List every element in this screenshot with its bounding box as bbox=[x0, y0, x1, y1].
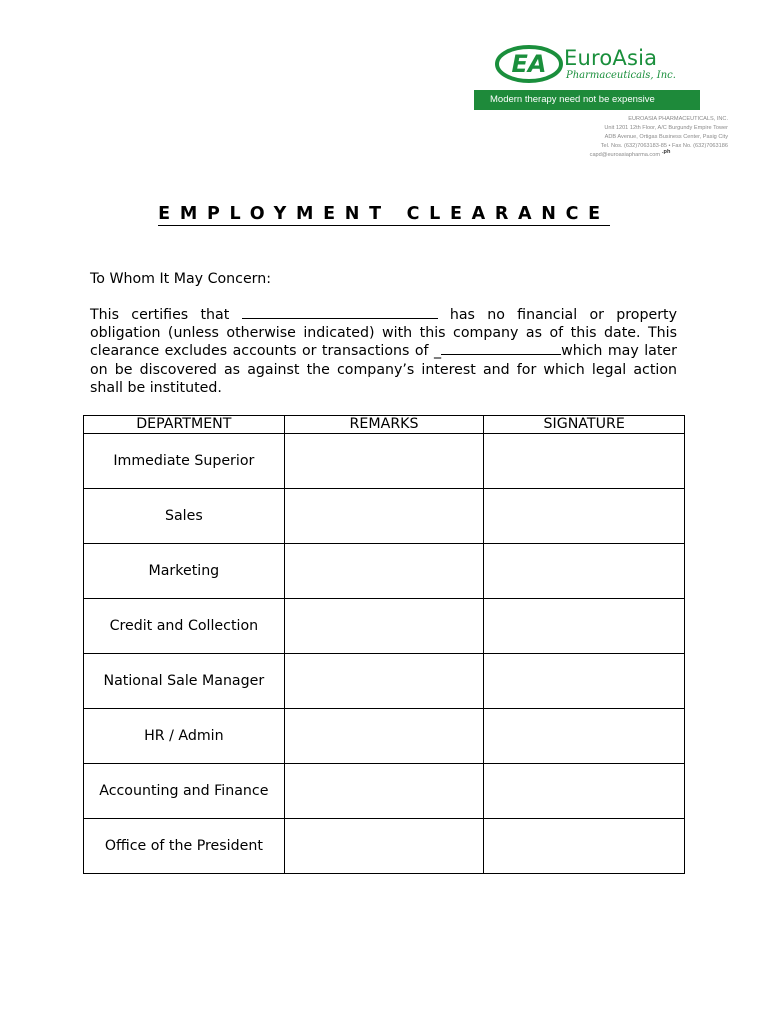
certification-paragraph: This certifies that has no financial or property obligation (unless otherwise indicated) with this company as of this date. This clearance excludes accounts or transactions of _ which may later on be discovered as against the company’s interest and for which legal action shall be instituted. bbox=[90, 307, 677, 396]
signature-cell[interactable] bbox=[484, 764, 685, 819]
address-line: ADB Avenue, Ortigas Business Center, Pasig City bbox=[604, 134, 728, 140]
department-cell: Office of the President bbox=[84, 819, 285, 874]
table-row bbox=[84, 819, 685, 874]
department-cell: Sales bbox=[84, 489, 285, 544]
column-header-remarks: REMARKS bbox=[284, 416, 484, 434]
signature-cell[interactable] bbox=[484, 709, 685, 764]
accounts-blank[interactable] bbox=[441, 342, 561, 355]
employee-name-blank[interactable] bbox=[242, 306, 438, 319]
address-suffix: .ph bbox=[662, 149, 671, 155]
table-row bbox=[84, 434, 685, 489]
salutation: To Whom It May Concern: bbox=[90, 271, 272, 287]
address-line: EUROASIA PHARMACEUTICALS, INC. bbox=[628, 116, 728, 122]
signature-cell[interactable] bbox=[484, 544, 685, 599]
remarks-cell[interactable] bbox=[284, 489, 484, 544]
department-cell: National Sale Manager bbox=[84, 654, 285, 709]
remarks-cell[interactable] bbox=[284, 764, 484, 819]
signature-cell[interactable] bbox=[484, 434, 685, 489]
clearance-table bbox=[83, 415, 685, 874]
table-row bbox=[84, 599, 685, 654]
remarks-cell[interactable] bbox=[284, 544, 484, 599]
column-header-signature: SIGNATURE bbox=[484, 416, 685, 434]
department-cell: Marketing bbox=[84, 544, 285, 599]
table-header-row bbox=[84, 416, 685, 434]
table-row bbox=[84, 654, 685, 709]
address-line: capd@euroasiapharma.com bbox=[589, 152, 660, 158]
address-line: Tel. Nos. (632)7063183-85 • Fax No. (632)7063186 bbox=[600, 143, 728, 149]
document-title: EMPLOYMENT CLEARANCE bbox=[158, 204, 610, 224]
department-cell: Immediate Superior bbox=[84, 434, 285, 489]
department-cell: Accounting and Finance bbox=[84, 764, 285, 819]
signature-cell[interactable] bbox=[484, 599, 685, 654]
department-cell: HR / Admin bbox=[84, 709, 285, 764]
signature-cell[interactable] bbox=[484, 654, 685, 709]
brand-name: EuroAsia bbox=[564, 46, 658, 70]
remarks-cell[interactable] bbox=[284, 819, 484, 874]
remarks-cell[interactable] bbox=[284, 654, 484, 709]
euroasia-logo bbox=[494, 44, 564, 84]
table-row bbox=[84, 489, 685, 544]
signature-cell[interactable] bbox=[484, 819, 685, 874]
remarks-cell[interactable] bbox=[284, 709, 484, 764]
department-cell: Credit and Collection bbox=[84, 599, 285, 654]
address-line: Unit 1201 12th Floor, A/C Burgundy Empire Tower bbox=[604, 125, 728, 131]
remarks-cell[interactable] bbox=[284, 434, 484, 489]
table-row bbox=[84, 709, 685, 764]
signature-cell[interactable] bbox=[484, 489, 685, 544]
remarks-cell[interactable] bbox=[284, 599, 484, 654]
brand-subtitle: Pharmaceuticals, Inc. bbox=[566, 70, 676, 81]
svg-text:EA: EA bbox=[511, 50, 547, 78]
tagline: Modern therapy need not be expensive bbox=[474, 90, 700, 110]
table-row bbox=[84, 764, 685, 819]
column-header-department: DEPARTMENT bbox=[84, 416, 285, 434]
table-row bbox=[84, 544, 685, 599]
